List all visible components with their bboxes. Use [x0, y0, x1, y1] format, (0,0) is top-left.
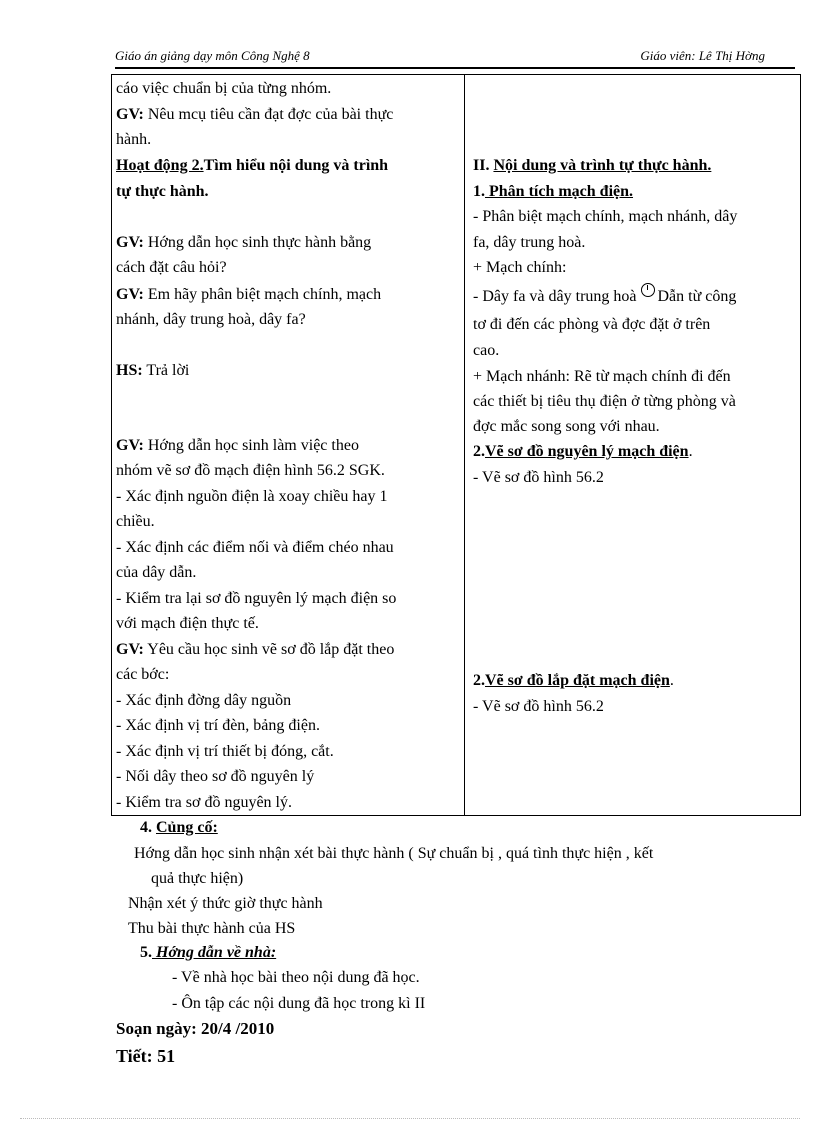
right-line: đợc mắc song song với nhau. [473, 418, 660, 435]
body-line: Thu bài thực hành của HS [128, 920, 296, 937]
column-divider [464, 75, 465, 815]
lesson-table [111, 74, 801, 816]
left-line: hành. [116, 131, 152, 148]
left-line: các bớc: [116, 666, 170, 683]
left-line: - Kiểm tra lại sơ đồ nguyên lý mạch điện so [116, 590, 397, 607]
header-teacher: Giáo viên: Lê Thị Hờng [640, 48, 765, 63]
prep-date: Soạn ngày: 20/4 /2010 [116, 1019, 275, 1038]
right-line: - Vẽ sơ đồ hình 56.2 [473, 698, 604, 715]
right-line: + Mạch nhánh: Rẽ từ mạch chính đi đến [473, 368, 731, 385]
gv-line: GV: Hớng dẫn học sinh làm việc theo [116, 437, 359, 454]
right-line: + Mạch chính: [473, 259, 567, 276]
subsection-3-title: 2.Vẽ sơ đồ lắp đặt mạch điện. [473, 672, 674, 689]
gv-line: GV: Yêu cầu học sinh vẽ sơ đồ lắp đặt theo [116, 641, 395, 658]
left-line: - Xác định nguồn điện là xoay chiều hay 1 [116, 488, 388, 505]
left-line: - Kiểm tra sơ đồ nguyên lý. [116, 794, 292, 811]
body-line: Hớng dẫn học sinh nhận xét bài thực hành ( Sự chuẩn bị , quá tình thực hiện , kết [134, 845, 654, 862]
body-line: - Ôn tập các nội dung đã học trong kì II [172, 995, 426, 1012]
gv-line: GV: Em hãy phân biệt mạch chính, mạch [116, 286, 382, 303]
hs-line: HS: Trả lời [116, 362, 190, 379]
page-bottom-border [20, 1118, 800, 1119]
body-line: - Về nhà học bài theo nội dung đã học. [172, 969, 420, 986]
left-line: - Xác định vị trí đèn, bảng điện. [116, 717, 320, 734]
left-line: - Xác định vị trí thiết bị đóng, cắt. [116, 743, 334, 760]
left-line: - Xác định các điểm nối và điểm chéo nhau [116, 539, 394, 556]
left-line: với mạch điện thực tế. [116, 615, 259, 632]
consolidation-heading: 4. Củng cố: [140, 819, 218, 836]
gv-line: GV: Nêu mcụ tiêu cần đạt đợc của bài thực [116, 106, 394, 123]
left-line: - Xác định đờng dây nguồn [116, 692, 292, 709]
left-line: - Nối dây theo sơ đồ nguyên lý [116, 768, 315, 785]
activity-2-title: Hoạt động 2.Tìm hiểu nội dung và trình [116, 157, 389, 174]
section-2-title: II. Nội dung và trình tự thực hành. [473, 157, 712, 174]
page-header [115, 48, 795, 69]
right-line: cao. [473, 342, 500, 359]
subsection-1-title: 1. Phân tích mạch điện. [473, 183, 634, 200]
left-line: cách đặt câu hỏi? [116, 259, 227, 276]
gv-line: GV: Hớng dẫn học sinh thực hành bằng [116, 234, 372, 251]
subsection-2-title: 2.Vẽ sơ đồ nguyên lý mạch điện. [473, 443, 693, 460]
right-line: - Phân biệt mạch chính, mạch nhánh, dây [473, 208, 738, 225]
body-line: quả thực hiện) [151, 870, 244, 887]
left-line: nhánh, dây trung hoà, dây fa? [116, 311, 306, 328]
left-line: của dây dẫn. [116, 564, 197, 581]
header-subject: Giáo án giảng dạy môn Công Nghệ 8 [115, 48, 310, 63]
body-line: Nhận xét ý thức giờ thực hành [128, 895, 323, 912]
left-line: cáo việc chuẩn bị của từng nhóm. [116, 80, 332, 97]
left-line: chiều. [116, 513, 155, 530]
right-line: các thiết bị tiêu thụ điện ở từng phòng và [473, 393, 736, 410]
lesson-number: Tiết: 51 [116, 1046, 176, 1066]
homework-heading: 5. Hớng dẫn về nhà: [140, 944, 277, 961]
right-line: - Dây fa và dây trung hoà Dẫn từ công [473, 287, 736, 307]
clock-icon [641, 283, 655, 297]
right-line: fa, dây trung hoà. [473, 234, 586, 251]
right-line: tơ đi đến các phòng và đợc đặt ở trên [473, 316, 711, 333]
left-line: tự thực hành. [116, 183, 209, 200]
right-line: - Vẽ sơ đồ hình 56.2 [473, 469, 604, 486]
left-line: nhóm vẽ sơ đồ mạch điện hình 56.2 SGK. [116, 462, 385, 479]
